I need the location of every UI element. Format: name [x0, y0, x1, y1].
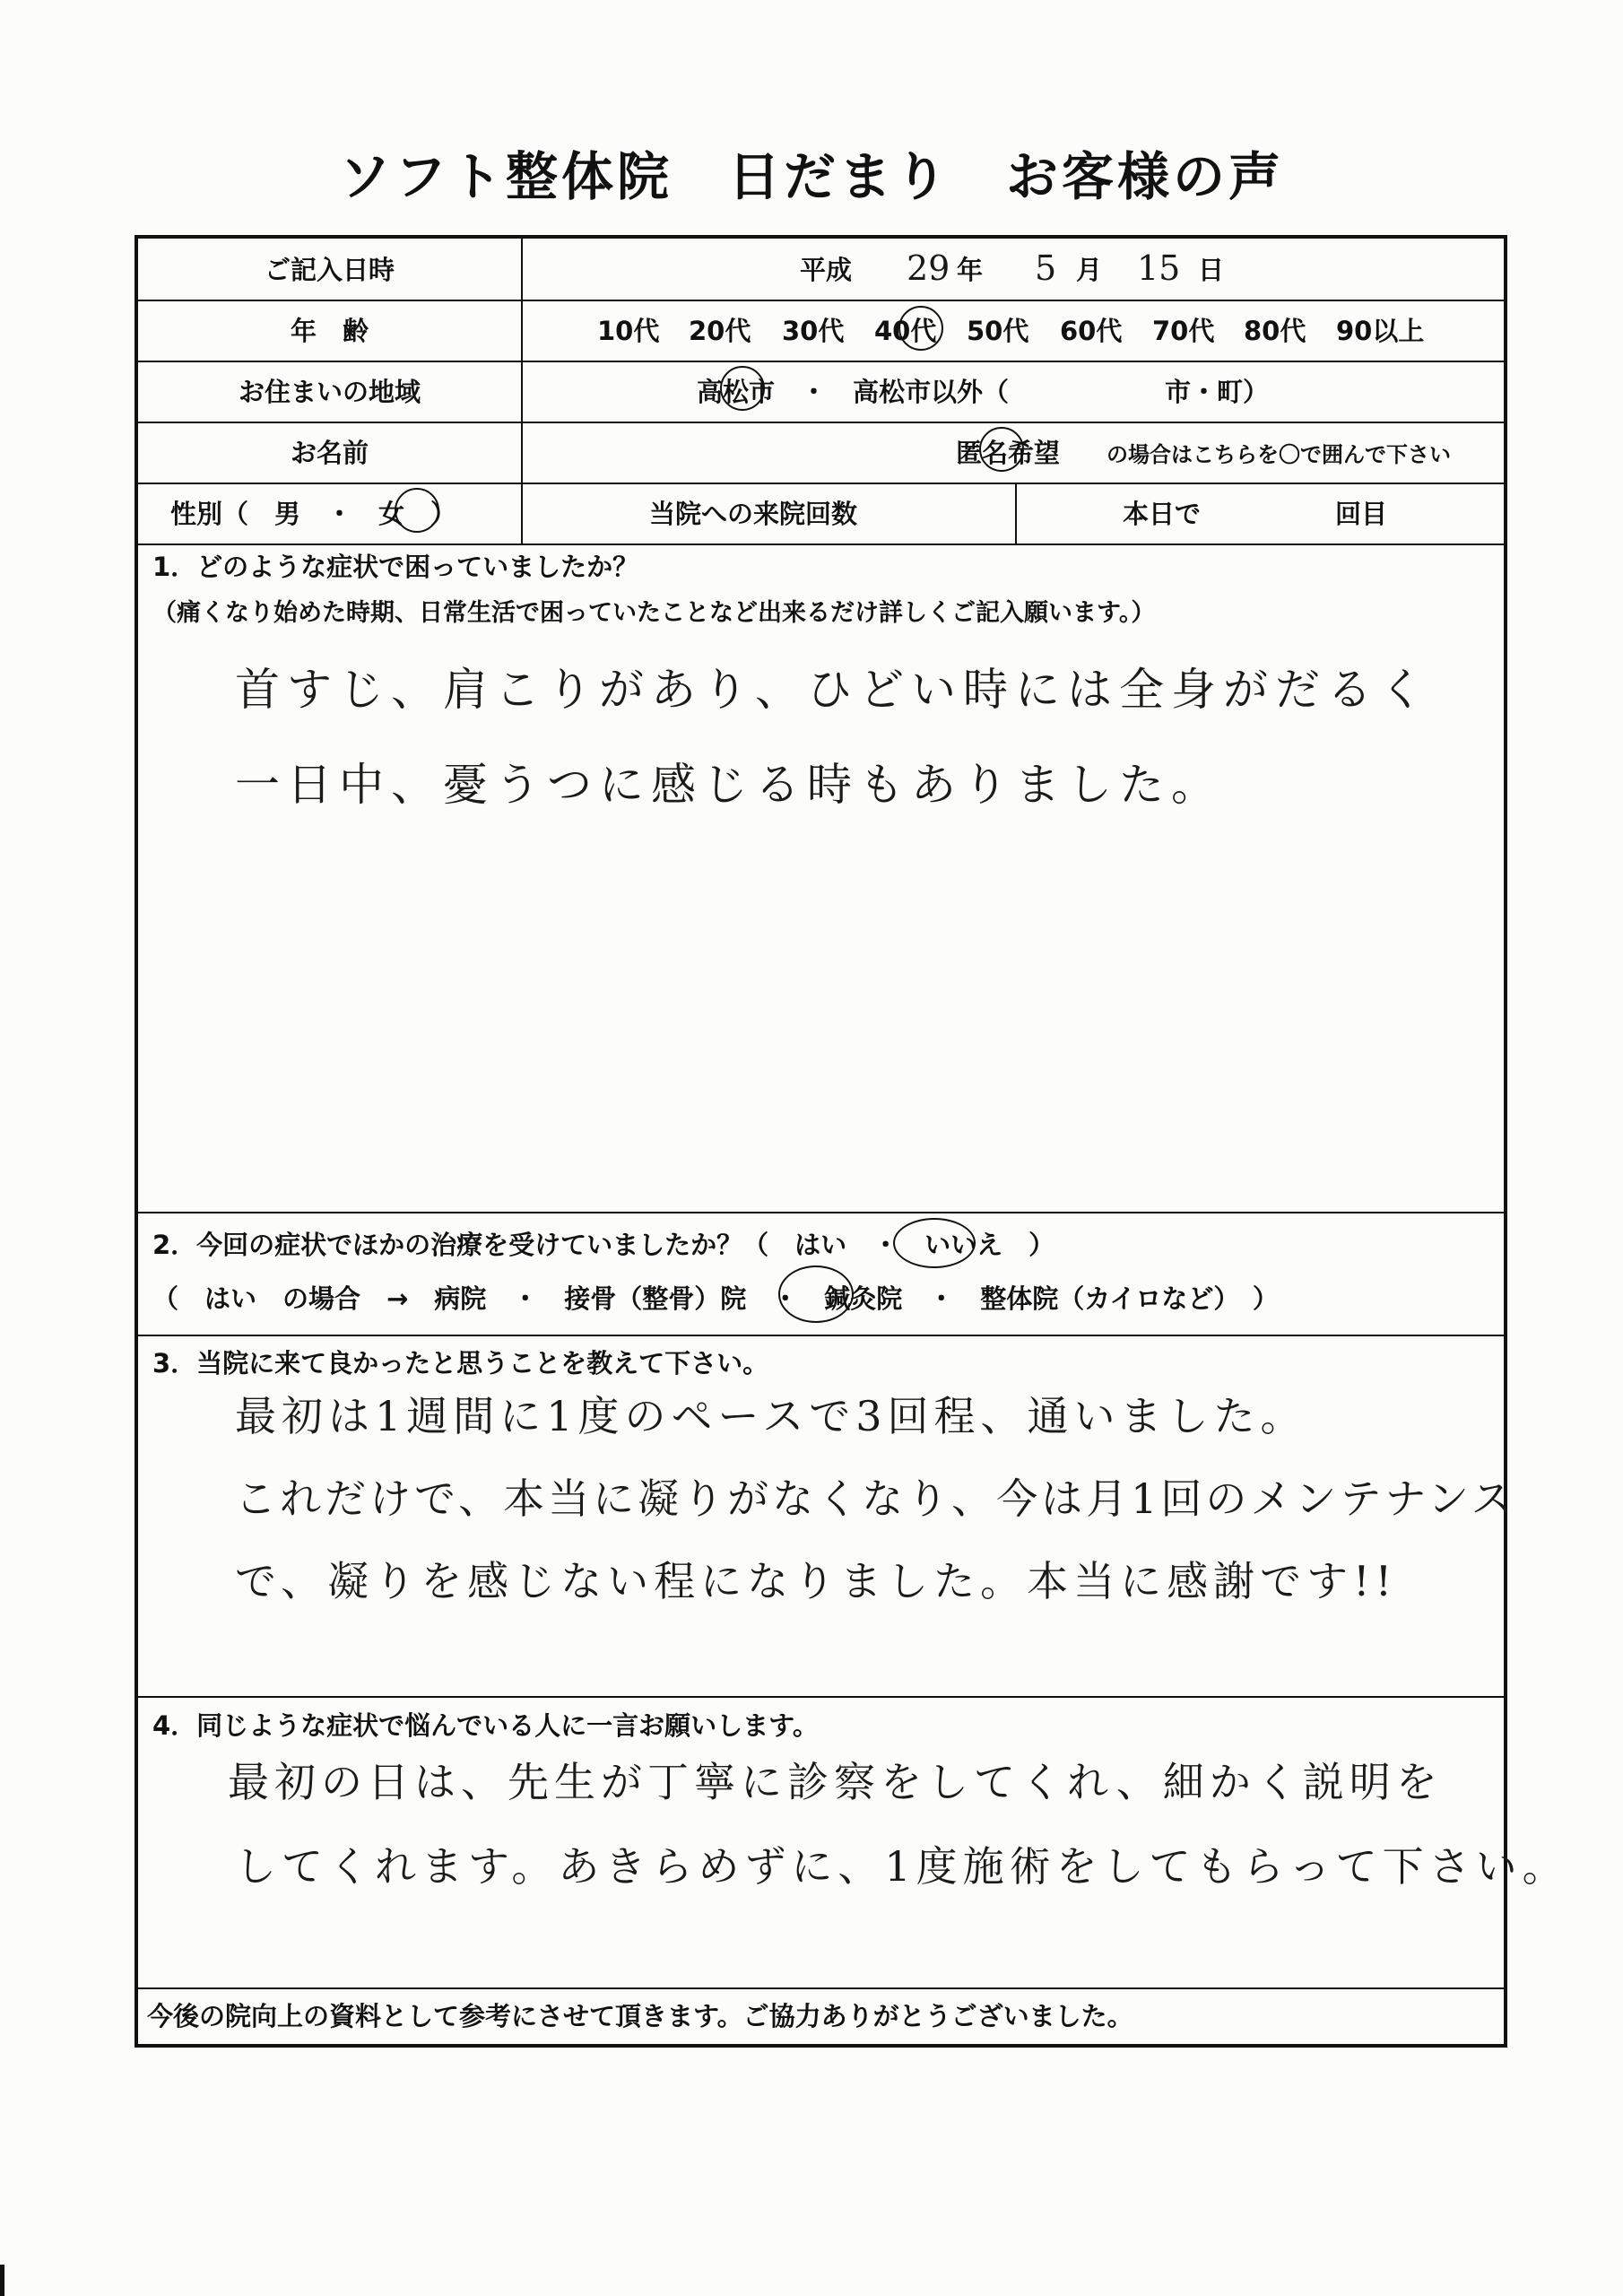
era-label: 平成 [800, 255, 853, 285]
age-option-selected: 40代 [874, 316, 937, 346]
question-2: 2．今回の症状でほかの治療を受けていましたか？（ はい ・ いいえ ） [152, 1230, 1055, 1260]
survey-form [135, 235, 1569, 2048]
area-label: お住まいの地域 [238, 377, 421, 407]
age-option: 50代 [967, 316, 1029, 346]
name-label: お名前 [290, 438, 369, 468]
scan-mark [0, 2265, 4, 2296]
answer-3-line: で、凝りを感じない程になりました。本当に感謝です!! [235, 1557, 1398, 1605]
year-unit: 年 [957, 255, 984, 285]
selection-circle [898, 306, 943, 351]
row-divider [138, 422, 1506, 423]
answer-1-line: 首すじ、肩こりがあり、ひどい時には全身がだるく [235, 664, 1431, 716]
area-options: 高松市 ・ 高松市以外（ 市・町） [697, 377, 1270, 407]
question-1-subtext: （痛くなり始めた時期、日常生活で困っていたことなど出来るだけ詳しくご記入願います。） [152, 599, 1156, 627]
answer-4-line: してくれます。あきらめずに、1度施術をしてもらって下さい。 [235, 1842, 1569, 1891]
selection-circle [893, 1218, 976, 1268]
age-option: 20代 [689, 316, 751, 346]
question-2-detail: （ はい の場合 → 病院 ・ 接骨（整骨）院 ・ 鍼灸院 ・ 整体院（カイロなど） ） [152, 1283, 1279, 1314]
age-option: 70代 [1152, 316, 1215, 346]
footer-note: 今後の院向上の資料として参考にさせて頂きます。ご協力ありがとうございました。 [147, 2001, 1133, 2031]
section-divider [138, 1212, 1506, 1213]
age-option: 80代 [1244, 316, 1306, 346]
age-option: 30代 [782, 316, 845, 346]
answer-1-line: 一日中、憂うつに感じる時もありました。 [235, 759, 1223, 811]
month-unit: 月 [1076, 255, 1103, 285]
times-label: 回目 [1335, 499, 1388, 529]
column-divider [1015, 483, 1017, 544]
anonymous-label: 匿名希望 [956, 438, 1061, 468]
section-divider [138, 1696, 1506, 1698]
question-1: 1．どのような症状で困っていましたか？ [152, 552, 639, 582]
year-value: 29 [907, 248, 950, 288]
selection-circle [720, 366, 765, 411]
today-label: 本日で [1123, 499, 1202, 529]
day-value: 15 [1137, 248, 1181, 288]
column-divider [521, 239, 523, 544]
row-divider [138, 544, 1506, 545]
age-option: 60代 [1060, 316, 1123, 346]
anonymous-note: の場合はこちらを〇で囲んで下さい [1107, 442, 1451, 467]
visits-label: 当院への来院回数 [649, 499, 858, 529]
selection-circle [778, 1265, 854, 1323]
age-option: 10代 [597, 316, 660, 346]
month-value: 5 [1035, 248, 1057, 288]
age-label: 年 齢 [290, 316, 369, 346]
row-divider [138, 361, 1506, 362]
row-divider [138, 483, 1506, 484]
row-divider [138, 300, 1506, 301]
question-3: 3．当院に来て良かったと思うことを教えて下さい。 [152, 1348, 769, 1378]
selection-circle [979, 427, 1024, 472]
selection-circle [395, 488, 439, 533]
form-title: ソフト整体院 日だまり お客様の声 [338, 146, 1284, 207]
section-divider [138, 1987, 1506, 1989]
day-unit: 日 [1198, 255, 1225, 285]
question-4: 4．同じような症状で悩んでいる人に一言お願いします。 [152, 1710, 819, 1741]
age-option: 90以上 [1336, 316, 1425, 346]
gender-field: 性別（ 男 ・ 女 ） [170, 499, 457, 529]
date-label: ご記入日時 [264, 255, 395, 285]
answer-3-line: これだけで、本当に凝りがなくなり、今は月1回のメンテナンス [235, 1474, 1516, 1523]
answer-3-line: 最初は1週間に1度のペースで3回程、通いました。 [235, 1392, 1307, 1440]
answer-4-line: 最初の日は、先生が丁寧に診察をしてくれ、細かく説明を [228, 1758, 1443, 1806]
section-divider [138, 1335, 1506, 1336]
